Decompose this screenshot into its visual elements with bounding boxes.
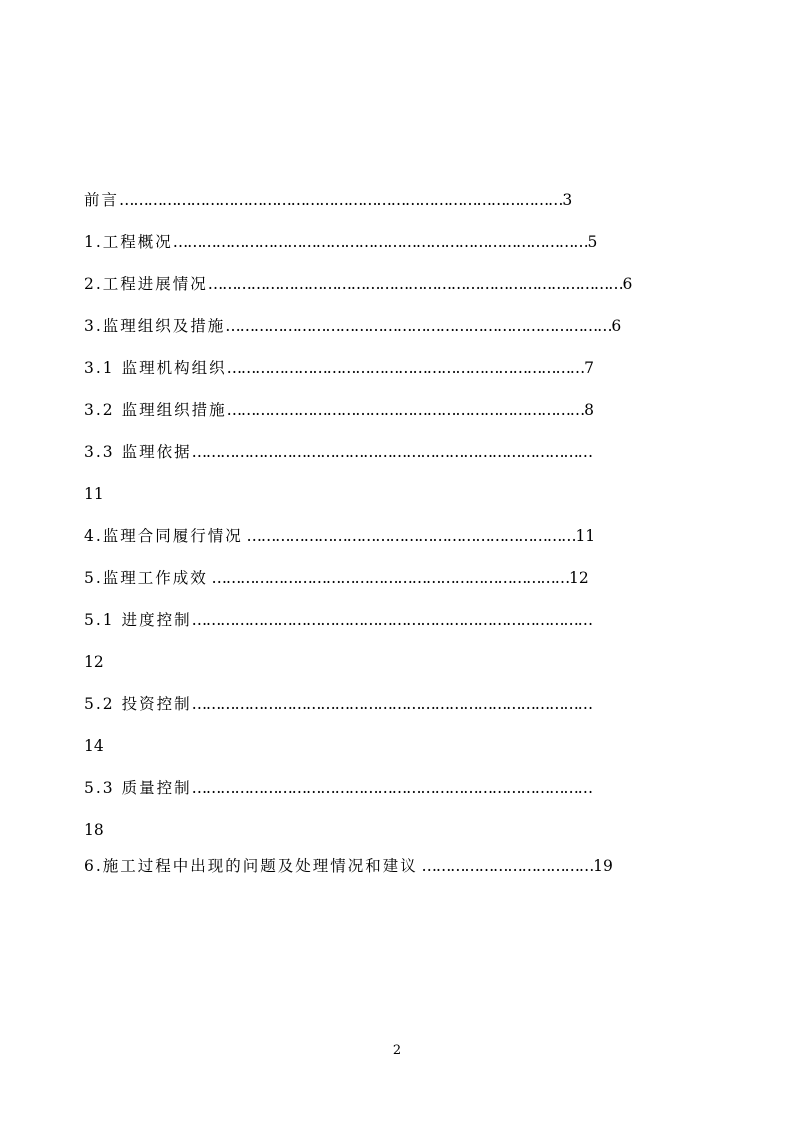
toc-entry-label: 3.3 监理依据 xyxy=(84,443,192,461)
toc-entry-leader: ………………………………………………………………… xyxy=(226,359,585,377)
toc-entry-3[interactable] xyxy=(84,314,710,338)
toc-entry-label: 5.监理工作成效 xyxy=(84,569,208,587)
toc-entry-page: 11 xyxy=(84,485,104,503)
toc-entry-label: 4.监理合同履行情况 xyxy=(84,527,243,545)
toc-entry-preface[interactable] xyxy=(84,188,710,212)
toc-entry-5-1-page-line[interactable] xyxy=(84,650,710,674)
toc-entry-page: 3 xyxy=(562,191,573,209)
toc-entry-leader: ………………………………………………………………… xyxy=(207,569,570,587)
toc-entry-label: 前言 xyxy=(84,191,120,209)
toc-entry-page: 5 xyxy=(587,233,598,251)
toc-entry-4[interactable] xyxy=(84,524,710,548)
toc-entry-5-3[interactable] xyxy=(84,776,710,800)
toc-entry-page: 8 xyxy=(584,401,594,419)
toc-entry-3-3[interactable] xyxy=(84,440,710,464)
toc-entry-leader: …………………………………………………………… xyxy=(242,527,576,545)
toc-entry-leader: ………………………………………………………………………… xyxy=(191,443,592,461)
toc-entry-leader: ……………………………………………………………………… xyxy=(225,317,612,335)
toc-entry-label: 3.监理组织及措施 xyxy=(84,317,226,335)
toc-entry-leader: ………………………………………………………………………… xyxy=(191,695,592,713)
toc-entry-label: 6.施工过程中出现的问题及处理情况和建议 xyxy=(84,857,418,875)
toc-entry-page: 6 xyxy=(611,317,622,335)
toc-entry-3-1[interactable] xyxy=(84,356,710,380)
toc-entry-5[interactable] xyxy=(84,566,710,590)
toc-entry-label: 5.2 投资控制 xyxy=(84,695,192,713)
toc-entry-1[interactable] xyxy=(84,230,710,254)
toc-entry-label: 2.工程进展情况 xyxy=(84,275,208,293)
toc-entry-page: 7 xyxy=(584,359,594,377)
toc-entry-label: 5.3 质量控制 xyxy=(84,779,192,797)
toc-entry-leader: ………………………………………………………………………… xyxy=(191,779,592,797)
toc-entry-5-2-page-line[interactable] xyxy=(84,734,710,758)
toc-entry-page: 12 xyxy=(84,653,104,671)
toc-entry-leader: ………………………………………………………………………………… xyxy=(119,191,563,209)
toc-entry-label: 3.1 监理机构组织 xyxy=(84,359,227,377)
toc-entry-page: 18 xyxy=(84,821,104,839)
toc-entry-leader: ……………………………… xyxy=(417,857,594,875)
toc-entry-5-2[interactable] xyxy=(84,692,710,716)
toc-entry-5-1[interactable] xyxy=(84,608,710,632)
toc-entry-page: 11 xyxy=(575,527,596,545)
toc-entry-6[interactable] xyxy=(84,854,710,878)
toc-entry-leader: …………………………………………………………………………… xyxy=(172,233,588,251)
toc-entry-5-3-page-line[interactable] xyxy=(84,818,710,842)
toc-entry-leader: ………………………………………………………………………… xyxy=(191,611,592,629)
toc-entry-2[interactable] xyxy=(84,272,710,296)
toc-entry-3-3-page-line[interactable] xyxy=(84,482,710,506)
toc-entry-page: 19 xyxy=(593,857,613,875)
toc-entry-page: 12 xyxy=(569,569,589,587)
toc-entry-label: 3.2 监理组织措施 xyxy=(84,401,227,419)
toc-entry-leader: ………………………………………………………………… xyxy=(226,401,585,419)
toc-entry-label: 1.工程概况 xyxy=(84,233,173,251)
toc-entry-3-2[interactable] xyxy=(84,398,710,422)
toc-entry-label: 5.1 进度控制 xyxy=(84,611,192,629)
page-number: 2 xyxy=(392,1043,402,1058)
toc-entry-leader: …………………………………………………………………………… xyxy=(207,275,623,293)
toc-entry-page: 6 xyxy=(622,275,633,293)
toc-entry-page: 14 xyxy=(84,737,104,755)
